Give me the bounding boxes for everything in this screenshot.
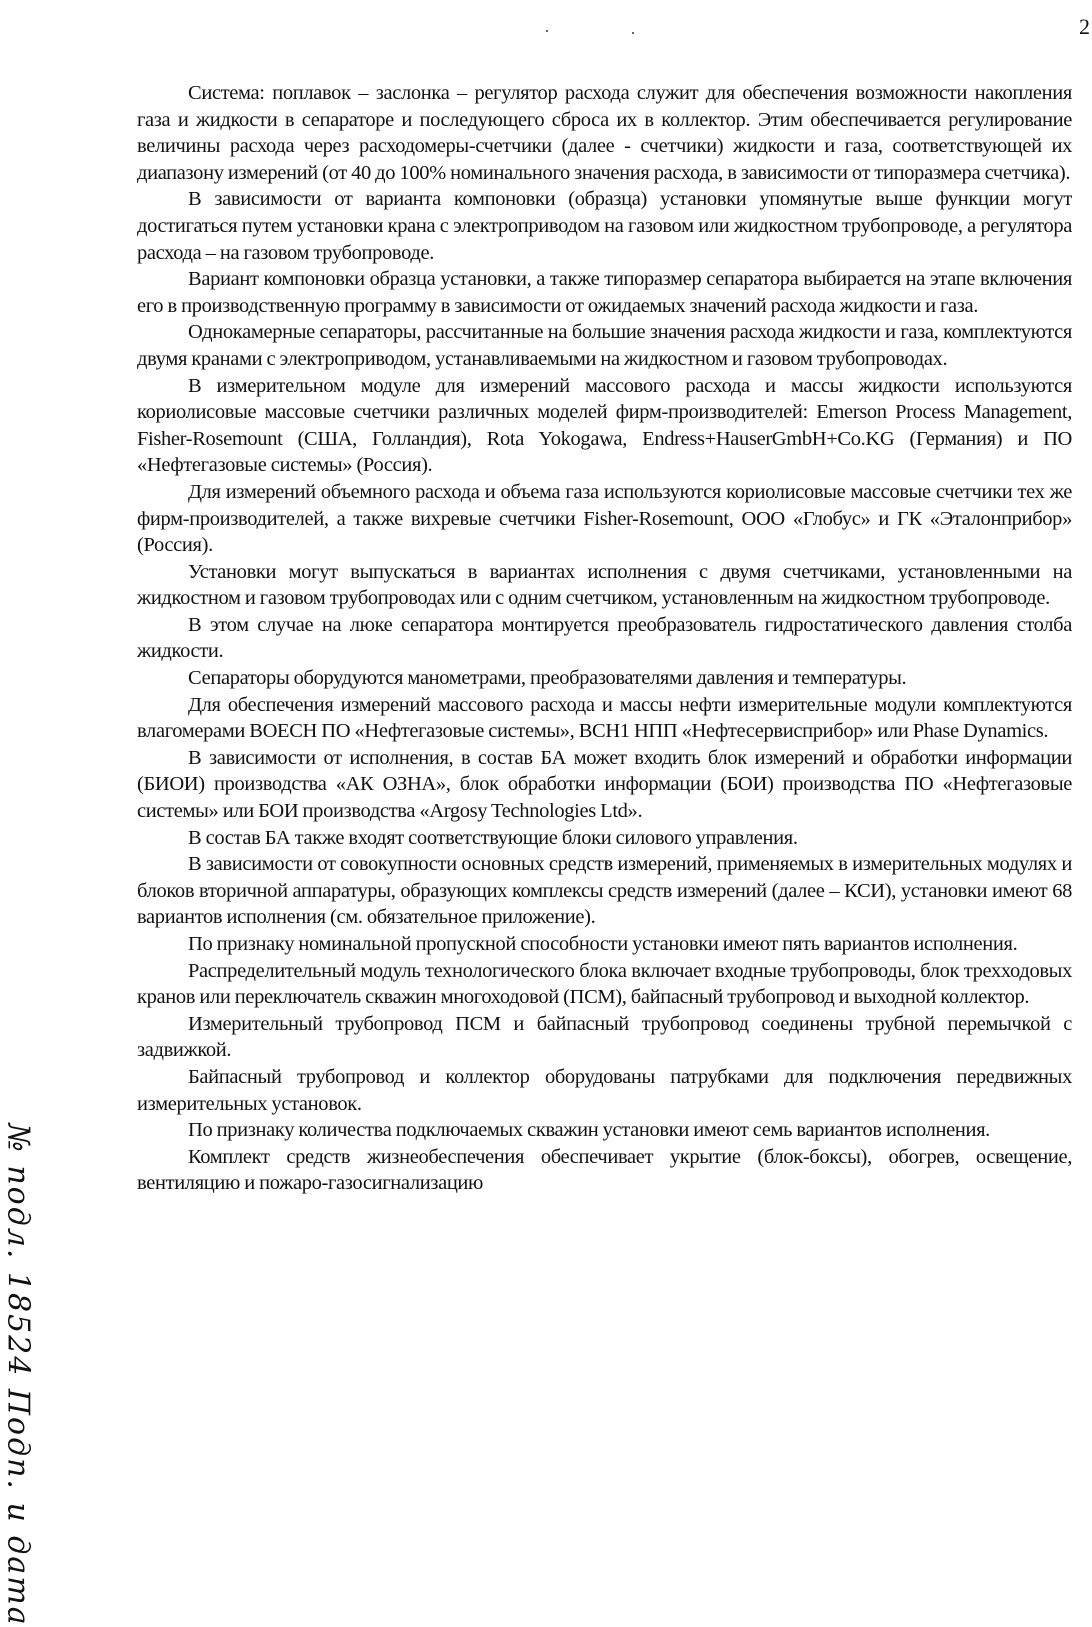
paragraph: Байпасный трубопровод и коллектор оборудованы патрубками для подключения передвижных измерительных установок. [137, 1065, 1072, 1115]
paragraph: Вариант компоновки образца установки, а также типоразмер сепаратора выбирается на этапе включения его в производственную программу в зависимости от ожидаемых значений расхода жидкости и газа. [137, 268, 1072, 317]
paragraph: Сепараторы оборудуются манометрами, преобразователями давления и температуры. [188, 667, 907, 690]
paragraph: Измерительный трубопровод ПСМ и байпасный трубопровод соединены трубной перемычкой с задвижкой. [137, 1012, 1072, 1062]
paragraph: Распределительный модуль технологического блока включает входные трубопроводы, блок трехходовых кранов или переключатель скважин многоходовой (ПСМ), байпасный трубопровод и выходной коллектор. [137, 959, 1072, 1009]
paragraph: Однокамерные сепараторы, рассчитанные на большие значения расхода жидкости и газа, комплектуются двумя кранами с электроприводом, устанавливаемыми на жидкостном и газовом трубопроводах. [137, 321, 1072, 370]
paragraph: В измерительном модуле для измерений массового расхода и массы жидкости используются кориолисовые массовые счетчики различных моделей фирм-производителей: Emerson Process Management, Fisher-Rosemount (США, Голландия), Rota Yokogawa, Endress+HauserGmbH+Co.KG (Германия) и ПО «Нефтегазовые системы» (Россия). [137, 374, 1072, 477]
document-body [137, 80, 1072, 1197]
scan-speck [546, 30, 548, 32]
scan-speck [632, 32, 634, 34]
paragraph: Комплект средств жизнеобеспечения обеспечивает укрытие (блок-боксы), обогрев, освещение, вентиляцию и пожаро-газосигнализацию [137, 1145, 1072, 1195]
paragraph: В зависимости от исполнения, в состав БА может входить блок измерений и обработки информации (БИОИ) производства «АК ОЗНА», блок обработки информации (БОИ) производства ПО «Нефтегазовые системы» или БОИ производства «Argosy Technologies Ltd». [137, 746, 1072, 823]
margin-annotation-text: № подл. 18524 Подп. и дата [0, 1123, 36, 1627]
margin-handwritten-annotation [0, 1123, 50, 1627]
paragraph: Для измерений объемного расхода и объема газа используются кориолисовые массовые счетчики тех же фирм-производителей, а также вихревые счетчики Fisher-Rosemount, ООО «Глобус» и ГК «Эталонприбор» (Россия). [137, 480, 1072, 557]
paragraph: В зависимости от варианта компоновки (образца) установки упомянутые выше функции могут достигаться путем установки крана с электроприводом на газовом или жидкостном трубопроводе, а регулятора расхода – на газовом трубопроводе. [137, 188, 1072, 264]
paragraph: В состав БА также входят соответствующие блоки силового управления. [188, 826, 798, 849]
paragraph: Для обеспечения измерений массового расхода и массы нефти измерительные модули комплектуются влагомерами ВОЕСН ПО «Нефтегазовые системы», ВСН1 НПП «Нефтесервиcприбор» или Phase Dynamics. [137, 693, 1072, 743]
paragraph: В этом случае на люке сепаратора монтируется преобразователь гидростатического давления столба жидкости. [137, 613, 1072, 663]
paragraph: Установки могут выпускаться в вариантах исполнения с двумя счетчиками, установленными на жидкостном и газовом трубопроводах или с одним счетчиком, установленным на жидкостном трубопроводе. [137, 560, 1072, 610]
paragraph: По признаку номинальной пропускной способности установки имеют пять вариантов исполнения. [188, 933, 1018, 955]
paragraph: Система: поплавок – заслонка – регулятор расхода служит для обеспечения возможности накопления газа и жидкости в сепараторе и последующего сброса их в коллектор. Этим обеспечивается регулирование величины расхода через расходомеры-счетчики (далее - счетчики) жидкости и газа, соответствующей их диапазону измерений (от 40 до 100% номинального значения расхода, в зависимости от типоразмера счетчика). [137, 82, 1072, 184]
paragraph: В зависимости от совокупности основных средств измерений, применяемых в измерительных модулях и блоков вторичной аппаратуры, образующих комплексы средств измерений (далее – КСИ), установки имеют 68 вариантов исполнения (см. обязательное приложение). [137, 853, 1072, 929]
paragraph: По признаку количества подключаемых скважин установки имеют семь вариантов исполнения. [188, 1119, 990, 1142]
page-number: 2 [1079, 14, 1090, 39]
